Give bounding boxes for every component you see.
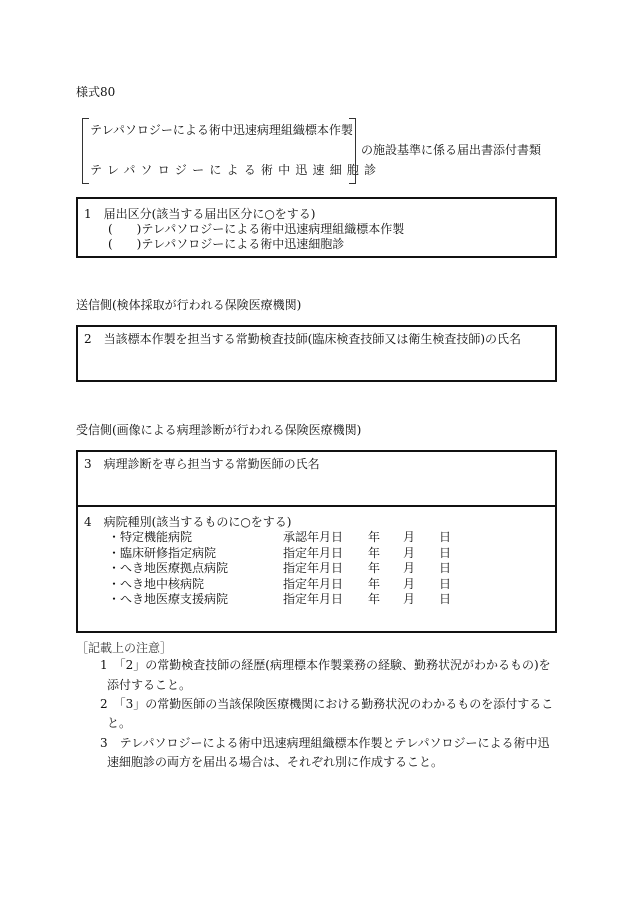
date-label: 承認年月日 — [283, 530, 344, 544]
receiver-label: 受信側(画像による病理診断が行われる保険医療機関) — [76, 423, 362, 437]
title-option-1: テレパソロジーによる術中迅速病理組織標本作製 — [90, 123, 353, 137]
year-label: 年 — [368, 576, 381, 591]
section-1-heading: 1 届出区分(該当する届出区分に○をする) — [84, 207, 316, 221]
section-2-box — [76, 325, 557, 382]
section-3-heading: 3 病理診断を専ら担当する常勤医師の氏名 — [84, 457, 320, 471]
year-label: 年 — [368, 561, 381, 575]
month-label: 月 — [403, 576, 416, 591]
note-line: 1 「2」の常勤検査技師の経歴(病理標本作製業務の経験、勤務状況がわかるもの)を — [100, 658, 551, 672]
right-bracket — [349, 118, 356, 184]
section-2-heading: 2 当該標本作製を担当する常勤検査技師(臨床検査技師又は衛生検査技師)の氏名 — [84, 332, 522, 346]
note-line: 3 テレパソロジーによる術中迅速病理組織標本作製とテレパソロジーによる術中迅 — [100, 736, 550, 750]
hospital-type-name: ・へき地医療拠点病院 — [108, 561, 229, 575]
hospital-type-name: ・へき地医療支援病院 — [108, 592, 229, 606]
date-label: 指定年月日 — [283, 545, 344, 560]
year-label: 年 — [368, 530, 381, 544]
date-label: 指定年月日 — [283, 561, 344, 575]
hospital-type-name: ・臨床研修指定病院 — [108, 545, 217, 560]
month-label: 月 — [403, 530, 416, 544]
left-bracket — [82, 118, 89, 184]
section-4-box — [76, 505, 557, 633]
hospital-type-name: ・特定機能病院 — [108, 530, 193, 544]
month-label: 月 — [403, 592, 416, 606]
note-line: 2 「3」の常勤医師の当該保険医療機関における勤務状況のわかるものを添付するこ — [100, 697, 554, 711]
note-line: 添付すること。 — [107, 678, 192, 692]
date-label: 指定年月日 — [283, 592, 344, 606]
section-4-heading: 4 病院種別(該当するものに○をする) — [84, 515, 292, 529]
form-number: 様式80 — [76, 85, 116, 99]
day-label: 日 — [439, 561, 452, 575]
year-label: 年 — [368, 545, 381, 560]
section-1-option-2: ( )テレパソロジーによる術中迅速細胞診 — [108, 237, 345, 251]
date-label: 指定年月日 — [283, 576, 344, 591]
note-line: 速細胞診の両方を届出る場合は、それぞれ別に作成すること。 — [107, 755, 444, 769]
notes-heading: ［記載上の注意］ — [76, 641, 173, 655]
sender-label: 送信側(検体採取が行われる保険医療機関) — [76, 298, 302, 312]
section-3-box — [76, 450, 557, 507]
title-suffix: の施設基準に係る届出書添付書類 — [361, 143, 542, 157]
hospital-type-name: ・へき地中核病院 — [108, 576, 205, 591]
year-label: 年 — [368, 592, 381, 606]
day-label: 日 — [439, 576, 452, 591]
section-1-option-1: ( )テレパソロジーによる術中迅速病理組織標本作製 — [108, 222, 405, 236]
day-label: 日 — [439, 530, 452, 544]
day-label: 日 — [439, 592, 452, 606]
month-label: 月 — [403, 561, 416, 575]
title-option-2: テレパソロジーによる術中迅速細胞診 — [90, 163, 382, 177]
month-label: 月 — [403, 545, 416, 560]
note-line: と。 — [107, 716, 132, 730]
section-1-box — [76, 197, 557, 258]
day-label: 日 — [439, 545, 452, 560]
